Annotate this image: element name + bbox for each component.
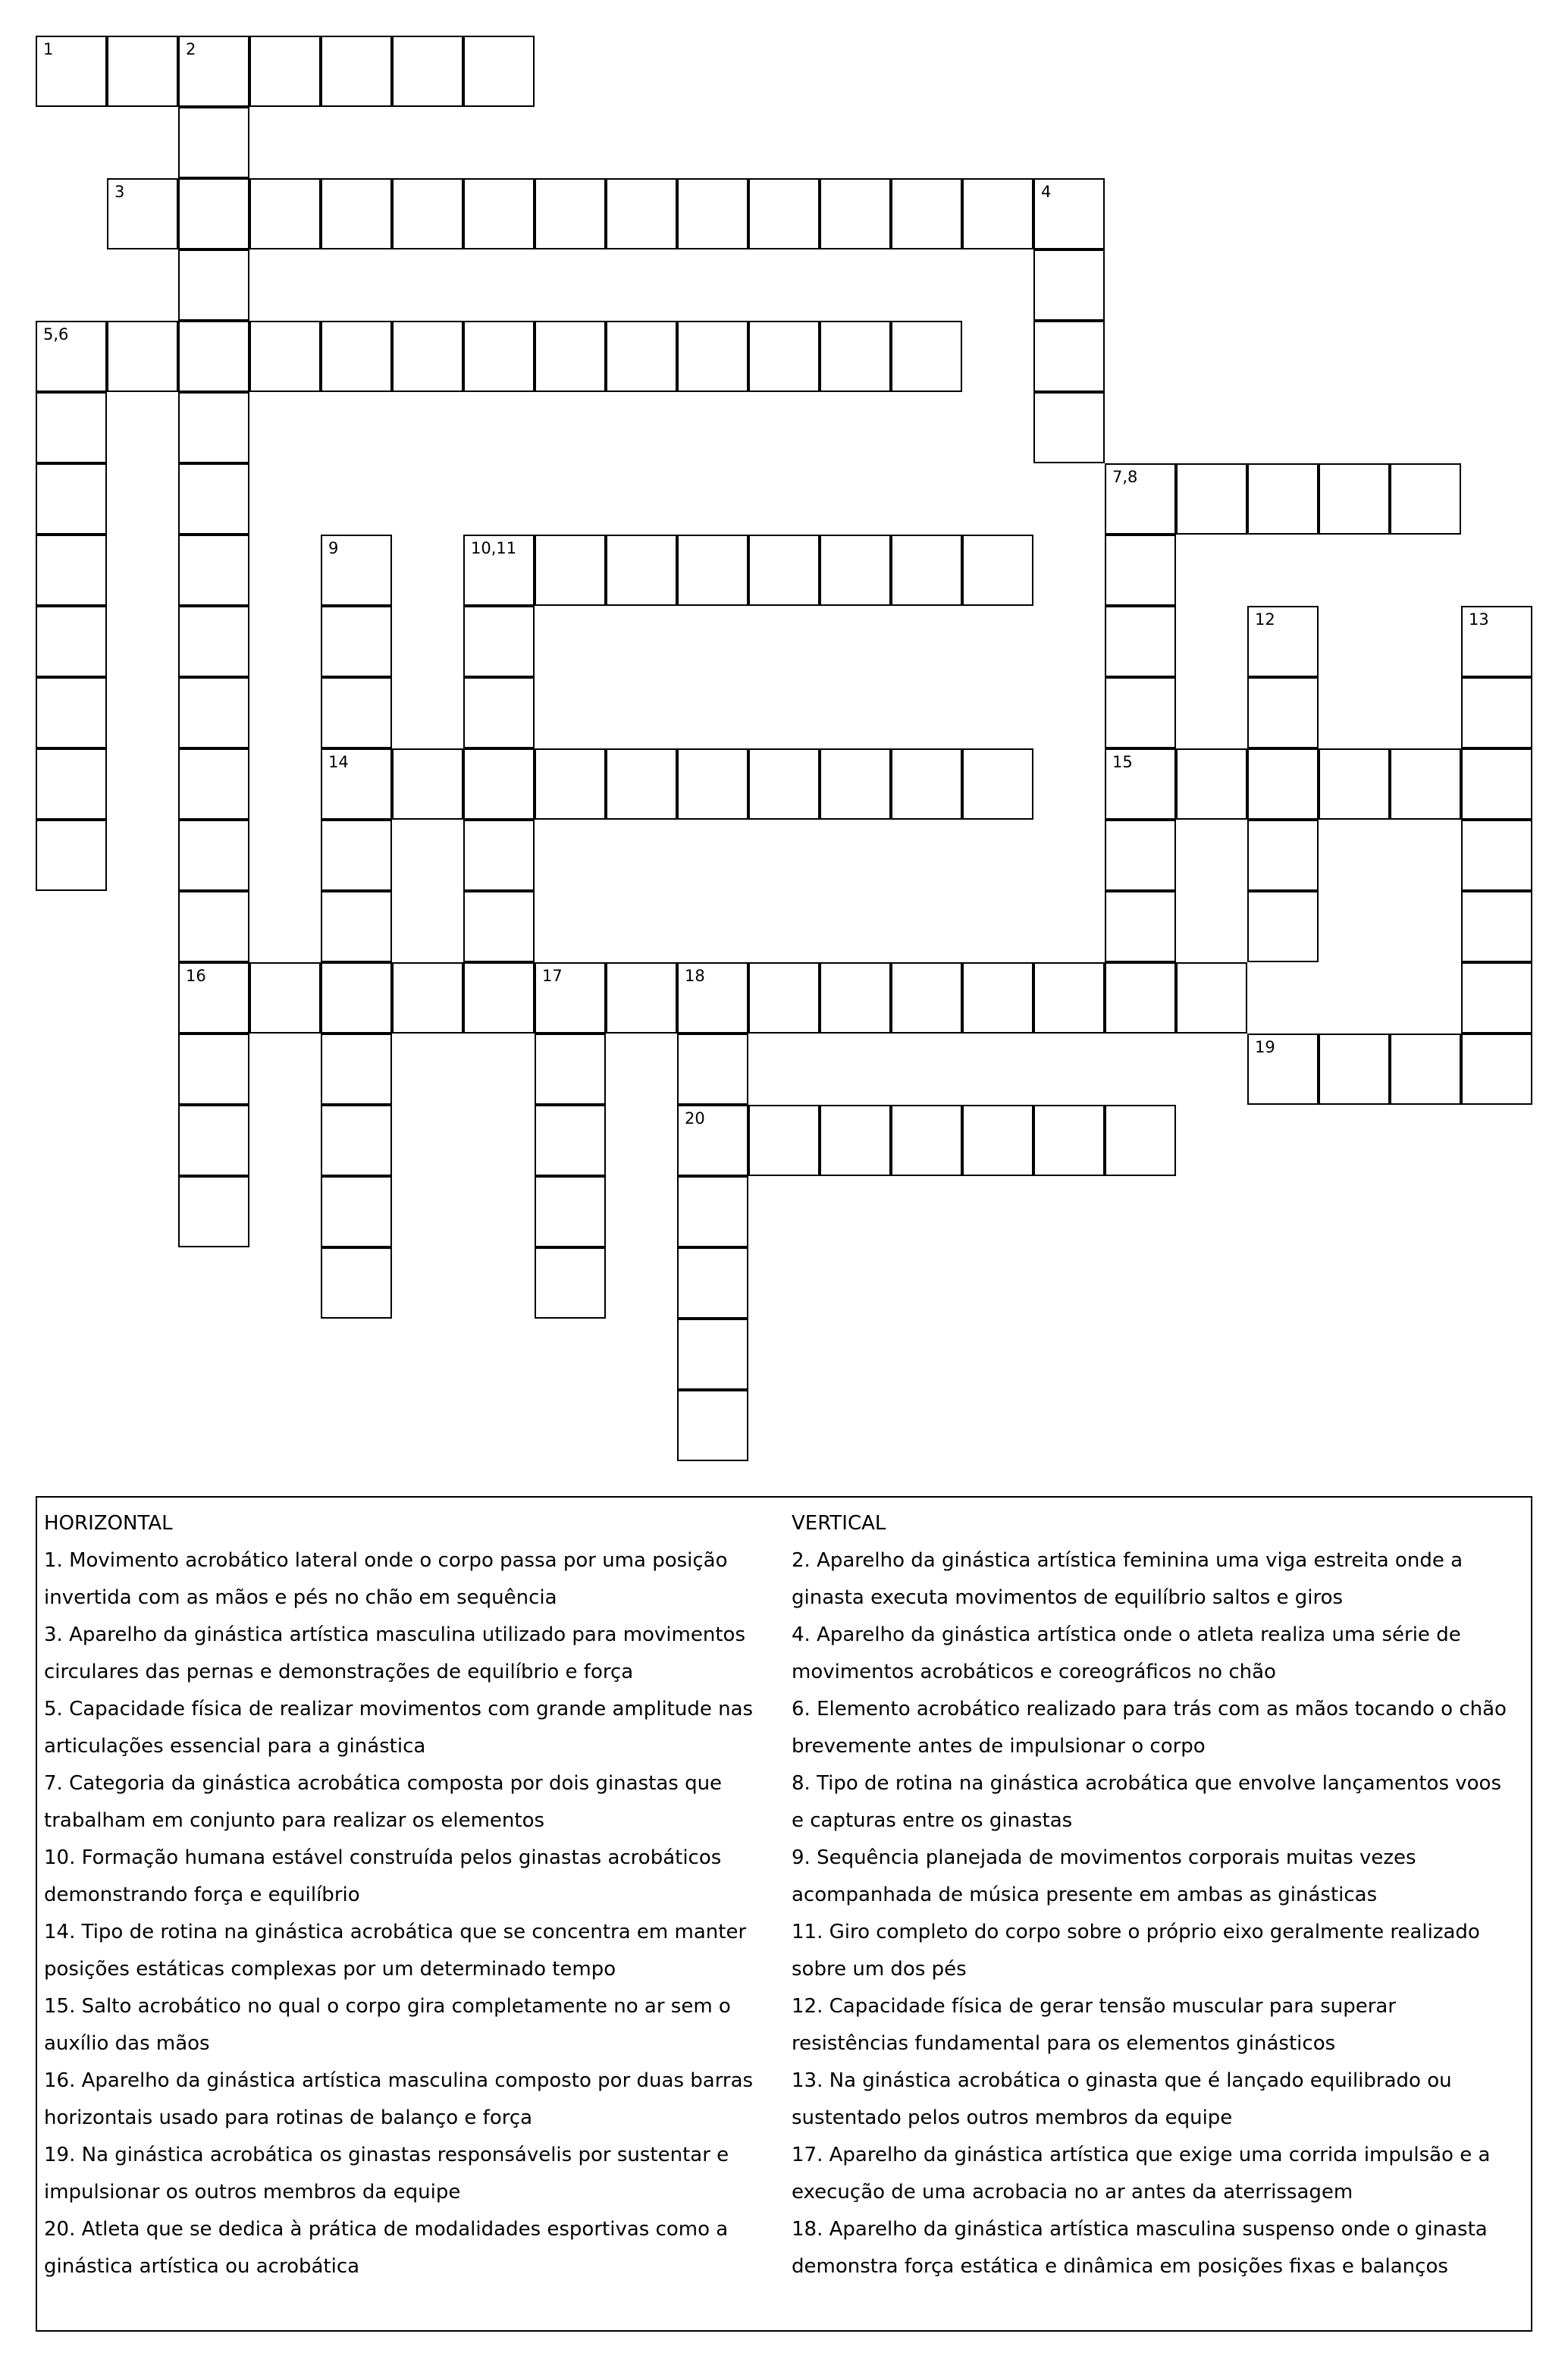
grid-cell[interactable] [535, 1247, 606, 1319]
vertical-clue-line: movimentos acrobáticos e coreográficos no chão [792, 1661, 1276, 1683]
grid-cell[interactable] [962, 178, 1033, 249]
grid-cell[interactable] [1105, 535, 1176, 606]
grid-cell[interactable] [463, 962, 535, 1034]
grid-cell[interactable] [1033, 1105, 1105, 1176]
grid-cell[interactable] [891, 748, 962, 820]
horizontal-clue-line: 14. Tipo de rotina na ginástica acrobática que se concentra em manter [44, 1921, 747, 1943]
grid-cell[interactable] [1033, 321, 1105, 392]
numbered-cell[interactable] [463, 535, 535, 606]
grid-cell[interactable] [463, 36, 535, 107]
grid-cell[interactable] [463, 891, 535, 962]
grid-cell[interactable] [535, 1034, 606, 1105]
grid-cell[interactable] [463, 321, 535, 392]
grid-cell[interactable] [1033, 249, 1105, 321]
vertical-clue-line: 11. Giro completo do corpo sobre o próprio eixo geralmente realizado [792, 1921, 1480, 1943]
clue-number: 12 [1255, 610, 1275, 629]
grid-cell[interactable] [178, 891, 249, 962]
grid-cell[interactable] [178, 748, 249, 820]
numbered-cell[interactable] [1105, 748, 1176, 820]
vertical-clue-line: 17. Aparelho da ginástica artística que exige uma corrida impulsão e a [792, 2144, 1491, 2166]
grid-cell[interactable] [820, 321, 891, 392]
grid-cell[interactable] [1105, 677, 1176, 748]
horizontal-clue-line: invertida com as mãos e pés no chão em sequência [44, 1586, 557, 1609]
grid-cell[interactable] [392, 321, 463, 392]
clue-number: 20 [685, 1109, 705, 1128]
grid-cell[interactable] [677, 1247, 748, 1319]
numbered-cell[interactable] [1105, 463, 1176, 535]
clue-number: 13 [1469, 610, 1489, 629]
grid-cell[interactable] [962, 748, 1033, 820]
grid-cell[interactable] [1033, 962, 1105, 1034]
vertical-clue-line: 12. Capacidade física de gerar tensão muscular para superar [792, 1995, 1397, 2018]
horizontal-clue-line: 7. Categoria da ginástica acrobática composta por dois ginastas que [44, 1772, 723, 1795]
vertical-clue-line: 6. Elemento acrobático realizado para trás com as mãos tocando o chão [792, 1698, 1507, 1721]
grid-cell[interactable] [820, 962, 891, 1034]
clue-number: 14 [328, 753, 349, 771]
grid-cell[interactable] [962, 962, 1033, 1034]
grid-cell[interactable] [606, 178, 677, 249]
grid-cell[interactable] [1390, 748, 1461, 820]
grid-cell[interactable] [249, 178, 321, 249]
clue-number: 7,8 [1112, 468, 1138, 486]
vertical-clue-line: brevemente antes de impulsionar o corpo [792, 1735, 1206, 1758]
grid-cell[interactable] [535, 178, 606, 249]
grid-cell[interactable] [677, 321, 748, 392]
grid-cell[interactable] [1105, 820, 1176, 891]
grid-cell[interactable] [1461, 891, 1532, 962]
grid-cell[interactable] [1176, 748, 1247, 820]
grid-cell[interactable] [321, 891, 392, 962]
horizontal-clue-line: 5. Capacidade física de realizar movimentos com grande amplitude nas [44, 1698, 754, 1721]
grid-cell[interactable] [1247, 748, 1319, 820]
grid-cell[interactable] [36, 463, 107, 535]
grid-cell[interactable] [677, 1319, 748, 1390]
grid-cell[interactable] [36, 820, 107, 891]
grid-cell[interactable] [891, 1105, 962, 1176]
clue-number: 2 [186, 40, 196, 58]
vertical-clue-line: 13. Na ginástica acrobática o ginasta que é lançado equilibrado ou [792, 2069, 1452, 2092]
horizontal-clue-line: posições estáticas complexas por um determinado tempo [44, 1958, 616, 1981]
grid-cell[interactable] [249, 962, 321, 1034]
grid-cell[interactable] [1105, 962, 1176, 1034]
grid-cell[interactable] [891, 535, 962, 606]
grid-cell[interactable] [178, 820, 249, 891]
clue-number: 4 [1041, 183, 1052, 201]
grid-cell[interactable] [1033, 392, 1105, 463]
grid-cell[interactable] [178, 677, 249, 748]
grid-cell[interactable] [677, 1176, 748, 1247]
grid-cell[interactable] [107, 321, 178, 392]
grid-cell[interactable] [36, 535, 107, 606]
vertical-clue-line: sobre um dos pés [792, 1958, 967, 1981]
grid-cell[interactable] [392, 748, 463, 820]
horizontal-clue-line: 20. Atleta que se dedica à prática de modalidades esportivas como a [44, 2218, 729, 2241]
grid-cell[interactable] [321, 178, 392, 249]
grid-cell[interactable] [677, 1390, 748, 1461]
grid-cell[interactable] [1461, 820, 1532, 891]
horizontal-clue-line: horizontais usado para rotinas de balanço e força [44, 2106, 533, 2129]
grid-cell[interactable] [1247, 677, 1319, 748]
grid-cell[interactable] [748, 178, 820, 249]
grid-cell[interactable] [677, 535, 748, 606]
vertical-clue-line: demonstra força estática e dinâmica em posições fixas e balanços [792, 2255, 1448, 2278]
grid-cell[interactable] [178, 1176, 249, 1247]
grid-cell[interactable] [820, 748, 891, 820]
numbered-cell[interactable] [178, 36, 249, 107]
grid-cell[interactable] [1105, 1105, 1176, 1176]
vertical-clue-line: sustentado pelos outros membros da equipe [792, 2106, 1233, 2129]
vertical-clue-line: 8. Tipo de rotina na ginástica acrobática que envolve lançamentos voos [792, 1772, 1502, 1795]
horizontal-clue-line: 10. Formação humana estável construída pelos ginastas acrobáticos [44, 1846, 722, 1869]
grid-cell[interactable] [178, 463, 249, 535]
numbered-cell[interactable] [321, 748, 392, 820]
grid-cell[interactable] [820, 178, 891, 249]
horizontal-clues [44, 1505, 787, 2285]
vertical-clue-line: 4. Aparelho da ginástica artística onde o atleta realiza uma série de [792, 1623, 1461, 1646]
horizontal-clue-line: circulares das pernas e demonstrações de equilíbrio e força [44, 1661, 634, 1683]
vertical-clue-line: 9. Sequência planejada de movimentos corporais muitas vezes [792, 1846, 1416, 1869]
grid-cell[interactable] [606, 321, 677, 392]
grid-cell[interactable] [178, 535, 249, 606]
grid-cell[interactable] [36, 606, 107, 677]
clue-number: 16 [186, 967, 206, 985]
horizontal-clue-line: trabalham em conjunto para realizar os elementos [44, 1809, 545, 1832]
grid-cell[interactable] [1461, 677, 1532, 748]
numbered-cell[interactable] [1461, 606, 1532, 677]
horizontal-clue-line: 16. Aparelho da ginástica artística masculina composto por duas barras [44, 2069, 754, 2092]
grid-cell[interactable] [392, 36, 463, 107]
grid-cell[interactable] [1319, 463, 1390, 535]
grid-cell[interactable] [891, 178, 962, 249]
horizontal-clue-line: ginástica artística ou acrobática [44, 2255, 360, 2278]
numbered-cell[interactable] [321, 535, 392, 606]
grid-cell[interactable] [1105, 891, 1176, 962]
grid-cell[interactable] [463, 748, 535, 820]
vertical-clue-line: e capturas entre os ginastas [792, 1809, 1073, 1832]
grid-cell[interactable] [178, 606, 249, 677]
clue-number: 5,6 [43, 325, 69, 343]
clue-number: 15 [1112, 753, 1133, 771]
grid-cell[interactable] [178, 321, 249, 392]
grid-cell[interactable] [178, 178, 249, 249]
grid-cell[interactable] [178, 1105, 249, 1176]
grid-cell[interactable] [1461, 748, 1532, 820]
clue-number: 19 [1255, 1038, 1275, 1056]
grid-cell[interactable] [748, 962, 820, 1034]
grid-cell[interactable] [677, 178, 748, 249]
grid-cell[interactable] [748, 748, 820, 820]
grid-cell[interactable] [820, 535, 891, 606]
numbered-cell[interactable] [36, 321, 107, 392]
numbered-cell[interactable] [36, 36, 107, 107]
numbered-cell[interactable] [1247, 606, 1319, 677]
grid-cell[interactable] [321, 677, 392, 748]
grid-cell[interactable] [748, 1105, 820, 1176]
clue-number: 9 [328, 539, 339, 557]
grid-cell[interactable] [392, 962, 463, 1034]
grid-cell[interactable] [392, 178, 463, 249]
grid-cell[interactable] [535, 321, 606, 392]
numbered-cell[interactable] [107, 178, 178, 249]
grid-cell[interactable] [1176, 962, 1247, 1034]
horizontal-clue-line: auxílio das mãos [44, 2032, 210, 2055]
clue-number: 17 [542, 967, 563, 985]
grid-cell[interactable] [321, 820, 392, 891]
grid-cell[interactable] [463, 606, 535, 677]
grid-cell[interactable] [321, 1034, 392, 1105]
grid-cell[interactable] [36, 392, 107, 463]
grid-cell[interactable] [1319, 1034, 1390, 1105]
horizontal-clue-line: impulsionar os outros membros da equipe [44, 2181, 461, 2204]
numbered-cell[interactable] [1033, 178, 1105, 249]
grid-cell[interactable] [535, 1105, 606, 1176]
grid-cell[interactable] [677, 1034, 748, 1105]
horizontal-title: HORIZONTAL [44, 1512, 173, 1535]
grid-cell[interactable] [321, 1105, 392, 1176]
horizontal-clue-line: 3. Aparelho da ginástica artística masculina utilizado para movimentos [44, 1623, 745, 1646]
clue-number: 10,11 [471, 539, 517, 557]
grid-cell[interactable] [535, 535, 606, 606]
numbered-cell[interactable] [535, 962, 606, 1034]
grid-cell[interactable] [1390, 1034, 1461, 1105]
numbered-cell[interactable] [178, 962, 249, 1034]
grid-cell[interactable] [1176, 463, 1247, 535]
vertical-clue-line: execução de uma acrobacia no ar antes da aterrissagem [792, 2181, 1353, 2204]
vertical-clues [792, 1505, 1527, 2285]
numbered-cell[interactable] [1247, 1034, 1319, 1105]
clue-number: 18 [685, 967, 705, 985]
grid-cell[interactable] [606, 748, 677, 820]
grid-cell[interactable] [535, 748, 606, 820]
grid-cell[interactable] [891, 321, 962, 392]
grid-cell[interactable] [748, 321, 820, 392]
numbered-cell[interactable] [677, 1105, 748, 1176]
grid-cell[interactable] [1247, 820, 1319, 891]
grid-cell[interactable] [249, 321, 321, 392]
vertical-clue-line: acompanhada de música presente em ambas as ginásticas [792, 1884, 1378, 1906]
horizontal-clue-line: 19. Na ginástica acrobática os ginastas responsávelis por sustentar e [44, 2144, 729, 2166]
grid-cell[interactable] [178, 392, 249, 463]
grid-cell[interactable] [535, 1176, 606, 1247]
horizontal-clue-line: 15. Salto acrobático no qual o corpo gira completamente no ar sem o [44, 1995, 731, 2018]
horizontal-clue-line: articulações essencial para a ginástica [44, 1735, 426, 1758]
vertical-title: VERTICAL [792, 1512, 886, 1535]
horizontal-clue-line: 1. Movimento acrobático lateral onde o corpo passa por uma posição [44, 1549, 728, 1572]
grid-cell[interactable] [249, 36, 321, 107]
horizontal-clue-line: demonstrando força e equilíbrio [44, 1884, 360, 1906]
clue-number: 1 [43, 40, 54, 58]
clues-box [36, 1496, 1532, 2332]
grid-cell[interactable] [178, 107, 249, 178]
vertical-clue-line: 2. Aparelho da ginástica artística feminina uma viga estreita onde a [792, 1549, 1463, 1572]
grid-cell[interactable] [1461, 962, 1532, 1034]
vertical-clue-line: ginasta executa movimentos de equilíbrio saltos e giros [792, 1586, 1344, 1609]
grid-cell[interactable] [677, 748, 748, 820]
grid-cell[interactable] [321, 36, 392, 107]
grid-cell[interactable] [891, 962, 962, 1034]
vertical-clue-line: resistências fundamental para os elementos ginásticos [792, 2032, 1336, 2055]
grid-cell[interactable] [321, 321, 392, 392]
grid-cell[interactable] [321, 962, 392, 1034]
grid-cell[interactable] [463, 178, 535, 249]
grid-cell[interactable] [107, 36, 178, 107]
grid-cell[interactable] [178, 249, 249, 321]
grid-cell[interactable] [962, 1105, 1033, 1176]
grid-cell[interactable] [463, 820, 535, 891]
grid-cell[interactable] [1247, 463, 1319, 535]
grid-cell[interactable] [1105, 606, 1176, 677]
numbered-cell[interactable] [677, 962, 748, 1034]
grid-cell[interactable] [321, 606, 392, 677]
grid-cell[interactable] [321, 1176, 392, 1247]
grid-cell[interactable] [606, 962, 677, 1034]
clue-number: 3 [114, 183, 125, 201]
grid-cell[interactable] [820, 1105, 891, 1176]
grid-cell[interactable] [463, 677, 535, 748]
grid-cell[interactable] [606, 535, 677, 606]
grid-cell[interactable] [36, 748, 107, 820]
grid-cell[interactable] [178, 1034, 249, 1105]
grid-cell[interactable] [1390, 463, 1461, 535]
grid-cell[interactable] [748, 535, 820, 606]
grid-cell[interactable] [1461, 1034, 1532, 1105]
grid-cell[interactable] [962, 535, 1033, 606]
grid-cell[interactable] [1247, 891, 1319, 962]
vertical-clue-line: 18. Aparelho da ginástica artística masculina suspenso onde o ginasta [792, 2218, 1488, 2241]
grid-cell[interactable] [1319, 748, 1390, 820]
grid-cell[interactable] [321, 1247, 392, 1319]
grid-cell[interactable] [36, 677, 107, 748]
